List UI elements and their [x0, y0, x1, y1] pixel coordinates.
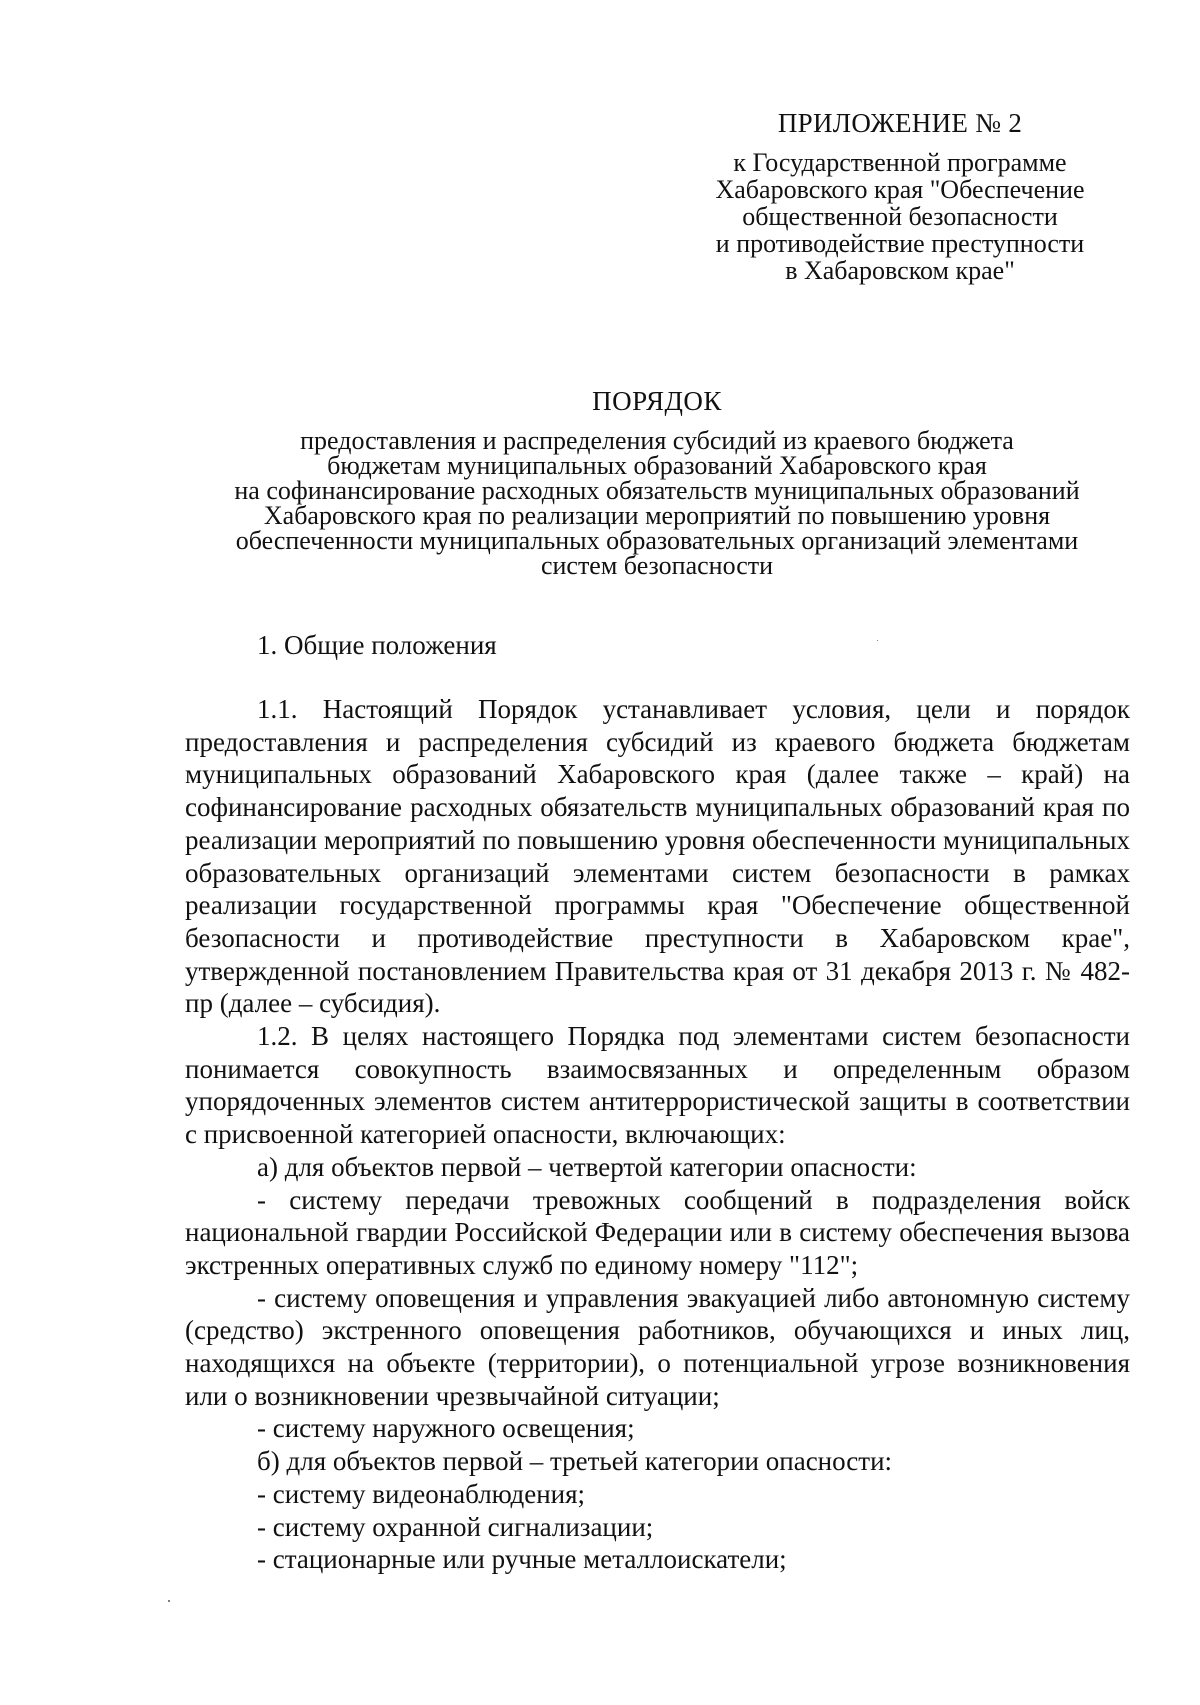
- order-subtitle-line: систем безопасности: [540, 551, 774, 580]
- paragraph-1-1: 1.1. Настоящий Порядок устанавливает условия, цели и порядок предоставления и распределения субсидий из краевого бюджета бюджетам муниципальных образований Хабаровского края (далее также – край) на софинансирование расходных обязательств муниципальных образований края по реализации мероприятий по повышению уровня обеспеченности муниципальных образовательных организаций элементами систем безопасности в рамках реализации государственной программы края "Обеспечение общественной безопасности и противодействие преступности в Хабаровском крае", утвержденной постановлением Правительства края от 31 декабря 2013 г. № 482-пр (далее – субсидия).: [185, 694, 1130, 1019]
- order-subtitle-line: Хабаровского края по реализации мероприятий по повышению уровня: [263, 501, 1051, 530]
- list-item-a-2: - систему оповещения и управления эвакуацией либо автономную систему (средство) экстренного оповещения работников, обучающихся и иных лиц, находящихся на объекте (территории), о потенциальной угрозе возникновения или о возникновении чрезвычайной ситуации;: [185, 1282, 1130, 1411]
- order-subtitle-line: предоставления и распределения субсидий из краевого бюджета: [300, 426, 1014, 455]
- body-text: [185, 693, 1130, 1576]
- list-item-a-1: - систему передачи тревожных сообщений в подразделения войск национальной гвардии Российской Федерации или в систему обеспечения вызова экстренных оперативных служб по единому номеру "112";: [185, 1184, 1130, 1280]
- list-item-a-3: - систему наружного освещения;: [257, 1413, 635, 1444]
- appendix-title: ПРИЛОЖЕНИЕ № 2: [777, 108, 1023, 138]
- appendix-line: общественной безопасности: [742, 202, 1058, 231]
- section-heading: 1. Общие положения: [257, 630, 497, 660]
- appendix-line: и противодействие преступности: [715, 229, 1085, 258]
- scan-artifact: [877, 640, 878, 641]
- appendix-line: Хабаровского края "Обеспечение: [715, 175, 1085, 204]
- list-item-b-2: - систему охранной сигнализации;: [257, 1511, 654, 1542]
- list-item-b-1: - систему видеонаблюдения;: [257, 1478, 586, 1509]
- order-subtitle: [180, 428, 1134, 578]
- order-subtitle-line: обеспеченности муниципальных образовательных организаций элементами: [235, 526, 1079, 555]
- appendix-line: к Государственной программе: [733, 148, 1067, 177]
- order-title: ПОРЯДОК: [592, 386, 722, 416]
- paragraph-1-2: 1.2. В целях настоящего Порядка под элементами систем безопасности понимается совокупность взаимосвязанных и определенным образом упорядоченных элементов систем антитеррористической защиты в соответствии с присвоенной категорией опасности, включающих:: [185, 1021, 1130, 1150]
- appendix-line: в Хабаровском крае": [785, 256, 1015, 285]
- order-subtitle-line: на софинансирование расходных обязательств муниципальных образований: [234, 476, 1080, 505]
- order-subtitle-line: бюджетам муниципальных образований Хабаровского края: [327, 451, 987, 480]
- scan-artifact: [168, 1600, 170, 1602]
- list-item-b-3: - стационарные или ручные металлоискатели;: [257, 1544, 787, 1575]
- appendix-header: [660, 110, 1140, 284]
- list-item-b: б) для объектов первой – третьей категории опасности:: [257, 1446, 893, 1477]
- list-item-a: а) для объектов первой – четвертой категории опасности:: [257, 1151, 917, 1182]
